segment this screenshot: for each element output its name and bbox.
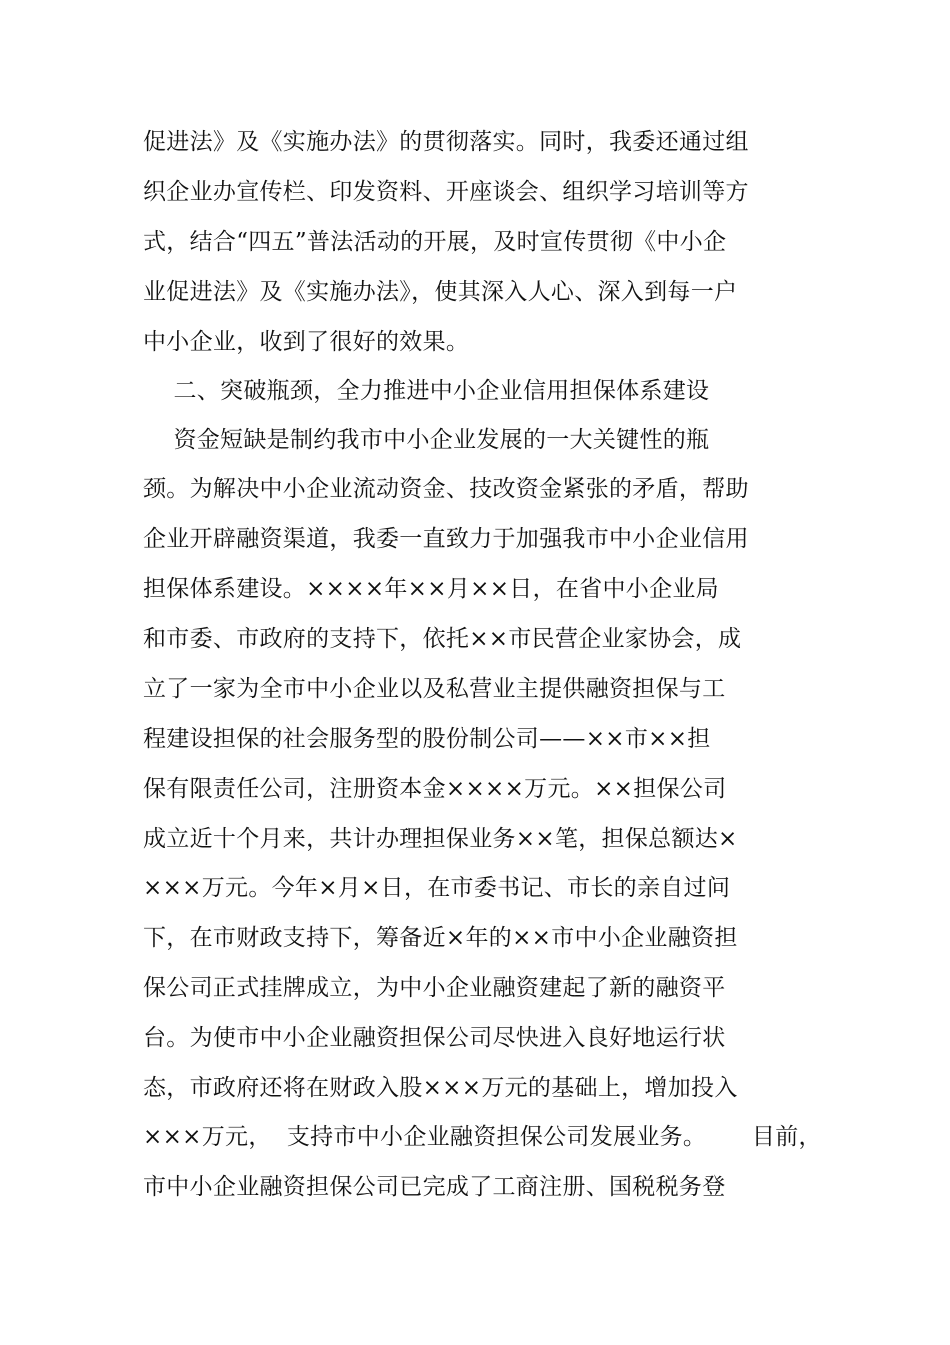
text-line: 促进法》及《实施办法》的贯彻落实。同时，我委还通过组: [143, 129, 749, 155]
text-line: 式，结合“四五”普法活动的开展，及时宣传贯彻《中小企: [143, 229, 727, 255]
text-line: 下，在市财政支持下，筹备近×年的××市中小企业融资担: [143, 925, 738, 951]
text-line: 程建设担保的社会服务型的股份制公司——××市××担: [143, 726, 711, 752]
text-line: 颈。为解决中小企业流动资金、技改资金紧张的矛盾，帮助: [143, 476, 749, 502]
text-line: 企业开辟融资渠道，我委一直致力于加强我市中小企业信用: [143, 526, 749, 552]
text-line: 态，市政府还将在财政入股×××万元的基础上，增加投入: [143, 1075, 738, 1101]
text-line: ×××万元。今年×月×日，在市委书记、市长的亲自过问: [143, 875, 731, 901]
text-line: 保有限责任公司，注册资本金××××万元。××担保公司: [143, 776, 727, 802]
text-line: 立了一家为全市中小企业以及私营业主提供融资担保与工: [143, 676, 726, 702]
text-line: 业促进法》及《实施办法》，使其深入人心、深入到每一户: [143, 279, 738, 305]
text-line: 成立近十个月来，共计办理担保业务××笔，担保总额达×: [143, 826, 738, 852]
section-heading: 二、突破瓶颈，全力推进中小企业信用担保体系建设: [143, 378, 710, 404]
text-line: 织企业办宣传栏、印发资料、开座谈会、组织学习培训等方: [143, 179, 749, 205]
text-line: ×××万元， 支持市中小企业融资担保公司发展业务。 目前，: [143, 1124, 822, 1150]
text-line: 和市委、市政府的支持下，依托××市民营企业家协会，成: [143, 626, 742, 652]
text-line: 市中小企业融资担保公司已完成了工商注册、国税税务登: [143, 1174, 726, 1200]
text-line: 资金短缺是制约我市中小企业发展的一大关键性的瓶: [143, 427, 710, 453]
text-line: 中小企业，收到了很好的效果。: [143, 329, 470, 355]
text-line: 台。为使市中小企业融资担保公司尽快进入良好地运行状: [143, 1025, 726, 1051]
text-line: 担保体系建设。××××年××月××日，在省中小企业局: [143, 576, 719, 602]
text-line: 保公司正式挂牌成立，为中小企业融资建起了新的融资平: [143, 975, 726, 1001]
